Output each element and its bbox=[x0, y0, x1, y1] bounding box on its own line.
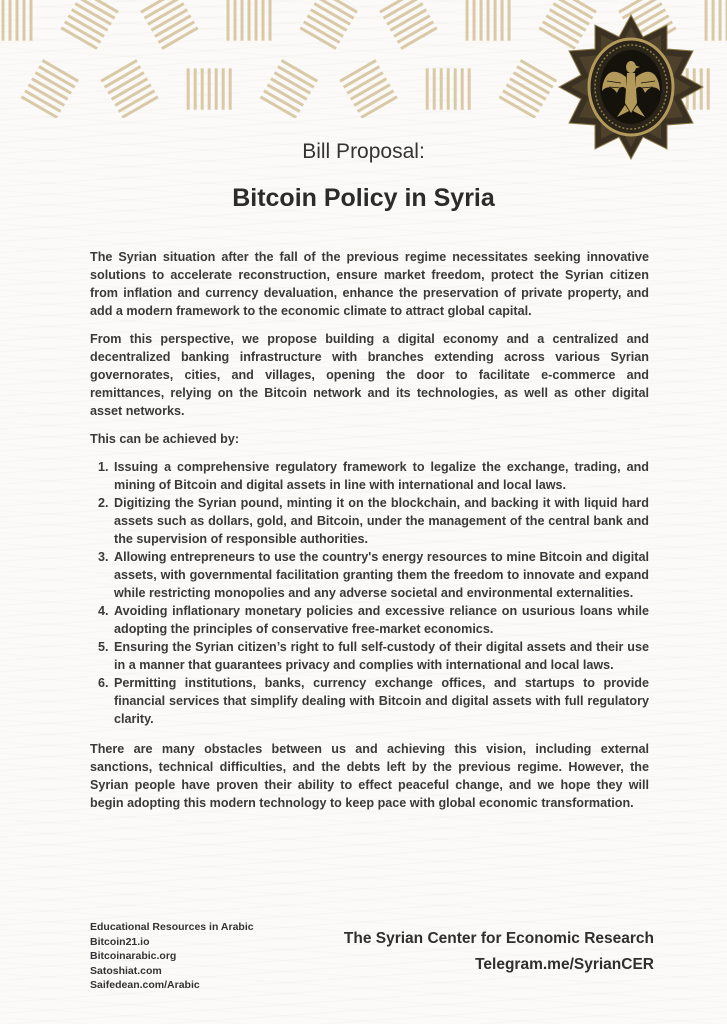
proposal-item: 2. Digitizing the Syrian pound, minting it on the blockchain, and backing it with liquid hard assets such as dollars, gold, and Bitcoin, under the management of the central bank and the supervision of responsible authorities. bbox=[112, 494, 649, 548]
document-body bbox=[90, 248, 649, 822]
intro-paragraph: The Syrian situation after the fall of the previous regime necessitates seeking innovative solutions to accelerate reconstruction, ensure market freedom, protect the Syrian citizen from inflation and currency devaluation, enhance the preservation of private property, and add a modern framework to the economic climate to attract global capital. bbox=[90, 250, 649, 318]
proposal-item: 5. Ensuring the Syrian citizen’s right to full self-custody of their digital assets and their use in a manner that guarantees privacy and complies with international and local laws. bbox=[112, 638, 649, 674]
proposal-item: 4. Avoiding inflationary monetary policies and excessive reliance on usurious loans while adopting the principles of conservative free-market economics. bbox=[112, 602, 649, 638]
organization-block bbox=[344, 928, 654, 976]
document-subtitle: Bill Proposal: bbox=[302, 140, 425, 163]
resource-link[interactable]: Saifedean.com/Arabic bbox=[90, 979, 200, 992]
proposal-item: 1. Issuing a comprehensive regulatory framework to legalize the exchange, trading, and mining of Bitcoin and digital assets in line with international and local laws. bbox=[112, 458, 649, 494]
proposal-list bbox=[90, 458, 649, 728]
intro-paragraph: From this perspective, we propose building a digital economy and a centralized and decentralized banking infrastructure with branches extending across various Syrian governorates, cities, and villages, opening the door to facilitate e-commerce and remittances, relying on the Bitcoin network and its technologies, as well as other digital asset networks. bbox=[90, 332, 649, 418]
proposal-item: 3. Allowing entrepreneurs to use the country's energy resources to mine Bitcoin and digital assets, with governmental facilitation granting them the freedom to innovate and expand while restricting monopolies and any adverse societal and environmental externalities. bbox=[112, 548, 649, 602]
telegram-link[interactable]: Telegram.me/SyrianCER bbox=[475, 956, 654, 973]
resource-link[interactable]: Bitcoinarabic.org bbox=[90, 950, 177, 963]
document-title: Bitcoin Policy in Syria bbox=[232, 184, 495, 212]
closing-paragraph: There are many obstacles between us and achieving this vision, including external sanctions, technical difficulties, and the debts left by the previous regime. However, the Syrian people have proven their ability to effect peaceful change, and we hope they will begin adopting this modern technology to keep pace with global economic transformation. bbox=[90, 742, 649, 810]
resource-link[interactable]: Satoshiat.com bbox=[90, 964, 162, 977]
educational-resources bbox=[90, 920, 254, 993]
list-intro: This can be achieved by: bbox=[90, 432, 240, 446]
emblem-icon bbox=[558, 14, 704, 160]
organization-name: The Syrian Center for Economic Research bbox=[343, 930, 654, 947]
proposal-item: 6. Permitting institutions, banks, currency exchange offices, and startups to provide financial services that simplify dealing with Bitcoin and digital assets with full regulatory clarity. bbox=[112, 674, 649, 728]
eagle-emblem-icon bbox=[558, 14, 704, 160]
resources-heading: Educational Resources in Arabic bbox=[90, 921, 254, 933]
resource-link[interactable]: Bitcoin21.io bbox=[90, 935, 150, 948]
